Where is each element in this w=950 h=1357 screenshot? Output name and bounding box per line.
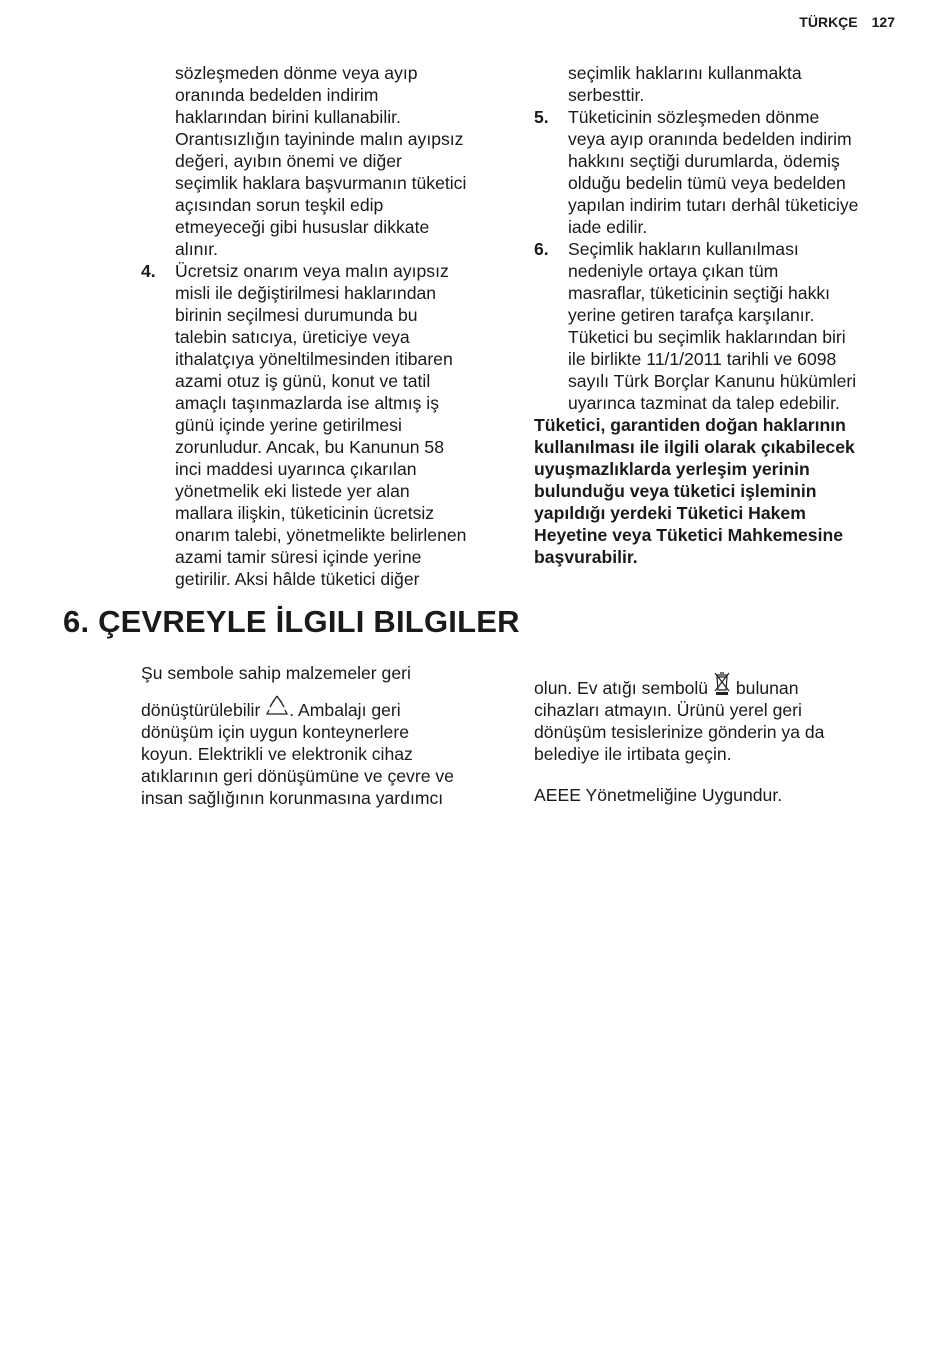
right-column	[534, 62, 913, 568]
page-header	[799, 14, 895, 30]
list-item-6	[534, 238, 913, 414]
crossed-bin-icon	[713, 670, 731, 696]
section-right-rest: cihazları atmayın. Ürünü yerel geri dönüşüm tesislerinize gönderin ya da belediye ile irtibata geçin.	[534, 700, 825, 764]
aeee-compliance: AEEE Yönetmeliğine Uygundur.	[534, 785, 783, 805]
consumer-rights-notice: Tüketici, garantiden doğan haklarının kullanılması ile ilgili olarak çıkabilecek uyuşmazlıklarda yerleşim yerinin bulunduğu veya tüketici işleminin yapıldığı yerdeki Tüketici Hakem Heyetine veya Tüketici Mahkemesine başvurabilir.	[534, 415, 855, 567]
page-number: 127	[871, 14, 895, 30]
right-continuation: seçimlik haklarını kullanmakta serbesttir.	[568, 63, 802, 105]
list-number: 5.	[534, 107, 549, 127]
section-right	[534, 662, 904, 806]
item-4-text: Ücretsiz onarım veya malın ayıpsız misli ile değiştirilmesi haklarından birinin seçilmesi durumunda bu talebin satıcıya, üreticiye veya ithalatçıya yöneltilmesinden itibaren azami otuz iş günü, konut ve tatil amaçlı taşınmazlarda ise altmış iş günü içinde yerine getirilmesi zorunludur. Ancak, bu Kanunun 58 inci maddesi uyarınca çıkarılan yönetmelik eki listede yer alan mallara ilişkin, tüketicinin ücretsiz onarım talebi, yönetmelikte belirlenen azami tamir süresi içinde yerine getirilir. Aksi hâlde tüketici diğer	[175, 261, 467, 589]
section-left-line1: Şu sembole sahip malzemeler geri	[141, 663, 411, 683]
section-title: 6. ÇEVREYLE İLGILI BILGILER	[63, 604, 520, 639]
list-number: 4.	[141, 261, 156, 281]
list-number: 6.	[534, 239, 549, 259]
section-left-rest: dönüşüm için uygun konteynerlere koyun. Elektrikli ve elektronik cihaz atıklarının geri dönüşümüne ve çevre ve insan sağlığının korunmasına yardımcı	[141, 722, 454, 808]
recycle-icon	[265, 694, 289, 718]
item-6-text: Seçimlik hakların kullanılması nedeniyle ortaya çıkan tüm masraflar, tüketicinin seçtiği hakkı yerine getiren tarafça karşılanır. Tüketici bu seçimlik haklarından biri ile birlikte 11/1/2011 tarihli ve 6098 sayılı Türk Borçlar Kanunu hükümleri uyarınca tazminat da talep edebilir.	[568, 239, 857, 413]
section-right-line1: olun. Ev atığı sembolü bulunan	[534, 670, 904, 699]
left-continuation: sözleşmeden dönme veya ayıp oranında bedelden indirim haklarından birini kullanabilir. Orantısızlığın tayininde malın ayıpsız değeri, ayıbın önemi ve diğer seçimlik haklara başvurmanın tüketici açısından sorun teşkil edip etmeyeceği gibi hususlar dikkate alınır.	[175, 63, 467, 259]
header-language: TÜRKÇE	[799, 14, 858, 30]
left-column	[141, 62, 520, 590]
list-item-4	[141, 260, 520, 590]
list-item-5	[534, 106, 913, 238]
section-left-line2: dönüştürülebilir . Ambalajı geri	[141, 694, 511, 721]
item-5-text: Tüketicinin sözleşmeden dönme veya ayıp oranında bedelden indirim hakkını seçtiği durumlarda, ödemiş olduğu bedelin tümü veya bedelden yapılan indirim tutarı derhâl tüketiciye iade edilir.	[568, 107, 859, 237]
section-left	[141, 662, 511, 809]
